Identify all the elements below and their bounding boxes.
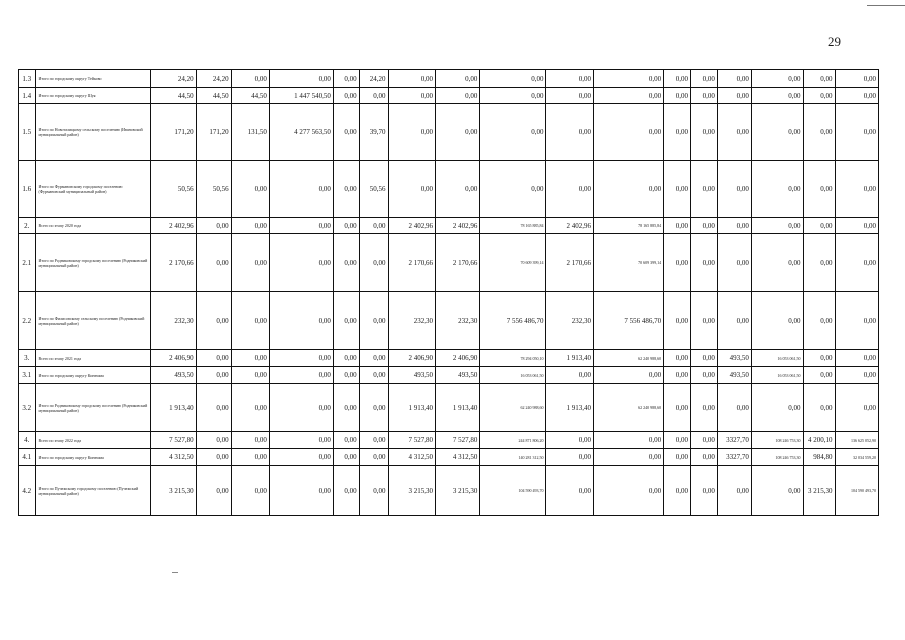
value-cell: 0,00 [333,350,359,367]
table-row [19,234,879,292]
value-cell: 0,00 [480,70,546,88]
value-cell: 0,00 [388,104,435,161]
value-cell: 171,20 [151,104,196,161]
value-cell: 0,00 [803,161,835,218]
row-label-cell: Итого по Новоталицкому сельскому поселению (Ивановский муниципальный район) [35,104,151,161]
value-cell: 78 294 050,10 [480,350,546,367]
value-cell: 2 402,96 [388,218,435,234]
value-cell: 2 406,90 [436,350,480,367]
value-cell: 7 527,80 [151,432,196,449]
value-cell: 0,00 [546,432,593,449]
value-cell: 1 913,40 [151,384,196,432]
row-number-cell: 4.1 [19,449,36,466]
value-cell: 0,00 [231,449,269,466]
value-cell: 1 913,40 [546,350,593,367]
value-cell: 3 215,30 [388,466,435,516]
value-cell: 0,00 [333,104,359,161]
value-cell: 244 871 806,20 [480,432,546,449]
value-cell: 0,00 [751,88,803,104]
value-cell: 16 053 061,50 [480,367,546,384]
value-cell: 232,30 [546,292,593,350]
value-cell: 0,00 [359,292,388,350]
value-cell: 0,00 [691,292,718,350]
value-cell: 3327,70 [717,432,751,449]
value-cell: 0,00 [231,367,269,384]
value-cell: 0,00 [691,350,718,367]
value-cell: 0,00 [359,88,388,104]
value-cell: 0,00 [664,466,691,516]
row-label-cell: Итого по городскому округу Тейково [35,70,151,88]
value-cell: 0,00 [388,70,435,88]
value-cell: 1 913,40 [388,384,435,432]
value-cell: 0,00 [835,384,879,432]
table-row [19,466,879,516]
value-cell: 3327,70 [717,449,751,466]
value-cell: 0,00 [803,218,835,234]
value-cell: 2 170,66 [151,234,196,292]
value-cell: 0,00 [751,70,803,88]
value-cell: 0,00 [359,218,388,234]
value-cell: 0,00 [231,466,269,516]
value-cell: 0,00 [269,367,333,384]
value-cell: 0,00 [664,449,691,466]
value-cell: 0,00 [436,104,480,161]
value-cell: 0,00 [803,88,835,104]
value-cell: 0,00 [835,292,879,350]
value-cell: 3 215,30 [436,466,480,516]
value-cell: 0,00 [593,70,663,88]
value-cell: 0,00 [664,161,691,218]
value-cell: 0,00 [803,234,835,292]
value-cell: 0,00 [359,449,388,466]
value-cell: 0,00 [717,384,751,432]
value-cell: 0,00 [196,292,231,350]
table-body [19,70,879,516]
value-cell: 24,20 [196,70,231,88]
value-cell: 0,00 [480,88,546,104]
value-cell: 0,00 [333,432,359,449]
table-row [19,384,879,432]
value-cell: 0,00 [269,234,333,292]
value-cell: 44,50 [151,88,196,104]
value-cell: 0,00 [751,292,803,350]
value-cell: 2 170,66 [546,234,593,292]
value-cell: 0,00 [691,88,718,104]
value-cell: 0,00 [269,292,333,350]
value-cell: 0,00 [751,384,803,432]
value-cell: 7 527,80 [388,432,435,449]
value-cell: 493,50 [717,350,751,367]
value-cell: 0,00 [664,104,691,161]
value-cell: 3 215,30 [151,466,196,516]
value-cell: 0,00 [593,104,663,161]
value-cell: 0,00 [196,432,231,449]
value-cell: 0,00 [546,104,593,161]
value-cell: 4 277 563,50 [269,104,333,161]
value-cell: 0,00 [359,384,388,432]
value-cell: 0,00 [664,350,691,367]
value-cell: 0,00 [803,384,835,432]
value-cell: 0,00 [269,350,333,367]
row-label-cell: Итого по Филисовскому сельскому поселению (Родниковский муниципальный район) [35,292,151,350]
row-label-cell: Всего по этапу 2022 года [35,432,151,449]
value-cell: 984,80 [803,449,835,466]
value-cell: 0,00 [835,161,879,218]
value-cell: 0,00 [269,161,333,218]
page-number: 29 [828,34,841,49]
row-label-cell: Итого по городскому округу Кинешма [35,449,151,466]
value-cell: 0,00 [691,466,718,516]
table-row [19,161,879,218]
value-cell: 0,00 [691,234,718,292]
value-cell: 0,00 [691,218,718,234]
value-cell: 2 406,90 [388,350,435,367]
value-cell: 0,00 [269,384,333,432]
table-row [19,367,879,384]
value-cell: 39,70 [359,104,388,161]
value-cell: 0,00 [751,234,803,292]
value-cell: 0,00 [664,234,691,292]
value-cell: 108 246 753,30 [751,432,803,449]
table-row [19,350,879,367]
value-cell: 2 402,96 [151,218,196,234]
value-cell: 0,00 [664,88,691,104]
value-cell: 2 170,66 [388,234,435,292]
value-cell: 0,00 [691,449,718,466]
value-cell: 0,00 [751,466,803,516]
value-cell: 0,00 [546,161,593,218]
row-number-cell: 2.2 [19,292,36,350]
value-cell: 0,00 [269,218,333,234]
value-cell: 0,00 [593,88,663,104]
value-cell: 0,00 [231,218,269,234]
value-cell: 0,00 [333,292,359,350]
value-cell: 0,00 [664,292,691,350]
value-cell: 0,00 [269,449,333,466]
value-cell: 4 312,50 [436,449,480,466]
value-cell: 0,00 [751,161,803,218]
stray-mark [172,572,178,573]
value-cell: 4 312,50 [151,449,196,466]
value-cell: 0,00 [664,70,691,88]
value-cell: 62 240 988,60 [593,350,663,367]
value-cell: 0,00 [196,367,231,384]
value-cell: 50,56 [196,161,231,218]
value-cell: 0,00 [664,432,691,449]
value-cell: 0,00 [717,70,751,88]
value-cell: 78 165 885,84 [480,218,546,234]
value-cell: 4 312,50 [388,449,435,466]
value-cell: 0,00 [196,466,231,516]
value-cell: 2 170,66 [436,234,480,292]
value-cell: 0,00 [691,384,718,432]
value-cell: 232,30 [151,292,196,350]
value-cell: 0,00 [593,432,663,449]
row-number-cell: 2. [19,218,36,234]
value-cell: 493,50 [436,367,480,384]
value-cell: 136 625 052,90 [835,432,879,449]
value-cell: 0,00 [231,234,269,292]
value-cell: 0,00 [196,234,231,292]
value-cell: 0,00 [333,70,359,88]
value-cell: 131,50 [231,104,269,161]
value-cell: 0,00 [231,384,269,432]
value-cell: 50,56 [359,161,388,218]
value-cell: 0,00 [546,88,593,104]
value-cell: 0,00 [664,384,691,432]
value-cell: 78 165 885,84 [593,218,663,234]
value-cell: 0,00 [231,350,269,367]
value-cell: 50,56 [151,161,196,218]
row-number-cell: 3. [19,350,36,367]
row-label-cell: Итого по Фурмановскому городскому поселению (Фурмановский муниципальный район) [35,161,151,218]
value-cell: 0,00 [593,367,663,384]
value-cell: 0,00 [196,384,231,432]
row-number-cell: 4. [19,432,36,449]
row-label-cell: Итого по городскому округу Кинешма [35,367,151,384]
value-cell: 70 609 399,14 [480,234,546,292]
value-cell: 7 556 486,70 [593,292,663,350]
row-number-cell: 3.1 [19,367,36,384]
value-cell: 7 556 486,70 [480,292,546,350]
value-cell: 0,00 [751,104,803,161]
value-cell: 0,00 [717,218,751,234]
value-cell: 0,00 [751,218,803,234]
value-cell: 7 527,80 [436,432,480,449]
value-cell: 1 913,40 [546,384,593,432]
value-cell: 0,00 [835,218,879,234]
value-cell: 0,00 [231,161,269,218]
value-cell: 0,00 [593,466,663,516]
value-cell: 4 200,10 [803,432,835,449]
value-cell: 0,00 [436,70,480,88]
row-label-cell: Всего по этапу 2021 года [35,350,151,367]
value-cell: 232,30 [436,292,480,350]
value-cell: 0,00 [717,88,751,104]
value-cell: 0,00 [359,432,388,449]
table-row [19,449,879,466]
table-row [19,292,879,350]
row-number-cell: 4.2 [19,466,36,516]
value-cell: 0,00 [196,218,231,234]
value-cell: 62 240 988,60 [480,384,546,432]
value-cell: 0,00 [333,234,359,292]
value-cell: 16 053 061,50 [751,367,803,384]
row-label-cell: Итого по Родниковскому городскому поселению (Родниковский муниципальный район) [35,234,151,292]
value-cell: 0,00 [835,367,879,384]
value-cell: 0,00 [333,367,359,384]
value-cell: 0,00 [333,88,359,104]
value-cell: 0,00 [803,292,835,350]
value-cell: 0,00 [717,466,751,516]
value-cell: 0,00 [333,466,359,516]
value-cell: 104 590 493,70 [835,466,879,516]
value-cell: 0,00 [664,367,691,384]
value-cell: 0,00 [664,218,691,234]
value-cell: 1 913,40 [436,384,480,432]
value-cell: 0,00 [691,70,718,88]
top-rule [867,5,905,6]
relocation-data-table [18,69,879,516]
value-cell: 44,50 [231,88,269,104]
value-cell: 0,00 [388,88,435,104]
value-cell: 0,00 [593,449,663,466]
value-cell: 0,00 [546,449,593,466]
value-cell: 108 246 753,30 [751,449,803,466]
value-cell: 232,30 [388,292,435,350]
value-cell: 140 281 312,50 [480,449,546,466]
value-cell: 0,00 [717,161,751,218]
table-row [19,104,879,161]
value-cell: 0,00 [231,292,269,350]
value-cell: 0,00 [359,466,388,516]
value-cell: 493,50 [151,367,196,384]
value-cell: 0,00 [546,367,593,384]
value-cell: 0,00 [359,234,388,292]
row-label-cell: Итого по Родниковскому городскому поселению (Родниковский муниципальный район) [35,384,151,432]
value-cell: 62 240 988,60 [593,384,663,432]
value-cell: 44,50 [196,88,231,104]
value-cell: 0,00 [835,70,879,88]
value-cell: 24,20 [359,70,388,88]
value-cell: 0,00 [835,350,879,367]
value-cell: 1 447 540,50 [269,88,333,104]
value-cell: 70 609 399,14 [593,234,663,292]
value-cell: 16 053 061,50 [751,350,803,367]
table-row [19,218,879,234]
value-cell: 0,00 [231,70,269,88]
table-row [19,88,879,104]
value-cell: 2 406,90 [151,350,196,367]
row-label-cell: Всего по этапу 2020 года [35,218,151,234]
value-cell: 32 034 559,20 [835,449,879,466]
value-cell: 0,00 [436,88,480,104]
value-cell: 0,00 [691,161,718,218]
value-cell: 2 402,96 [546,218,593,234]
value-cell: 171,20 [196,104,231,161]
value-cell: 0,00 [803,104,835,161]
value-cell: 0,00 [546,70,593,88]
row-number-cell: 1.3 [19,70,36,88]
row-number-cell: 1.4 [19,88,36,104]
value-cell: 0,00 [480,161,546,218]
value-cell: 0,00 [691,432,718,449]
table-row [19,432,879,449]
table-row [19,70,879,88]
value-cell: 0,00 [196,449,231,466]
value-cell: 0,00 [717,292,751,350]
value-cell: 0,00 [803,350,835,367]
value-cell: 493,50 [717,367,751,384]
value-cell: 0,00 [333,384,359,432]
row-number-cell: 1.5 [19,104,36,161]
value-cell: 0,00 [359,367,388,384]
value-cell: 0,00 [480,104,546,161]
value-cell: 0,00 [231,432,269,449]
value-cell: 104 590 493,70 [480,466,546,516]
value-cell: 0,00 [803,367,835,384]
value-cell: 0,00 [835,88,879,104]
value-cell: 0,00 [269,432,333,449]
value-cell: 0,00 [388,161,435,218]
value-cell: 0,00 [691,367,718,384]
value-cell: 0,00 [717,234,751,292]
value-cell: 24,20 [151,70,196,88]
value-cell: 2 402,96 [436,218,480,234]
value-cell: 493,50 [388,367,435,384]
value-cell: 0,00 [196,350,231,367]
value-cell: 0,00 [691,104,718,161]
value-cell: 3 215,30 [803,466,835,516]
value-cell: 0,00 [269,70,333,88]
row-label-cell: Итого по городскому округу Шуя [35,88,151,104]
value-cell: 0,00 [717,104,751,161]
value-cell: 0,00 [333,218,359,234]
value-cell: 0,00 [803,70,835,88]
value-cell: 0,00 [835,104,879,161]
row-number-cell: 2.1 [19,234,36,292]
value-cell: 0,00 [835,234,879,292]
value-cell: 0,00 [593,161,663,218]
value-cell: 0,00 [333,161,359,218]
value-cell: 0,00 [359,350,388,367]
row-label-cell: Итого по Пучежскому городскому поселению (Пучежский муниципальный район) [35,466,151,516]
row-number-cell: 1.6 [19,161,36,218]
value-cell: 0,00 [436,161,480,218]
value-cell: 0,00 [269,466,333,516]
value-cell: 0,00 [333,449,359,466]
row-number-cell: 3.2 [19,384,36,432]
value-cell: 0,00 [546,466,593,516]
